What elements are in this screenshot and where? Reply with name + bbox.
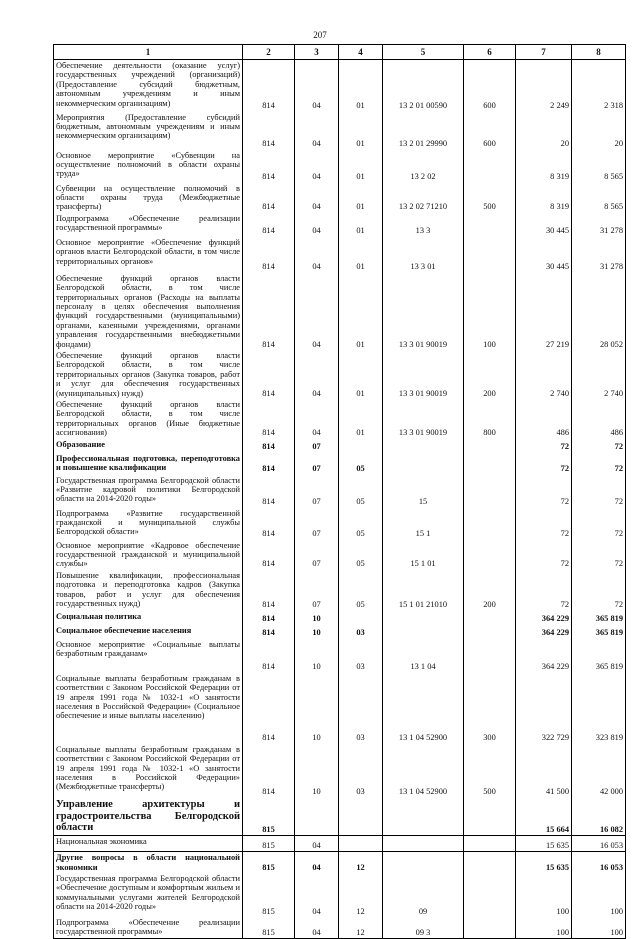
header-col-6: 6 — [464, 45, 516, 60]
table-body — [54, 60, 626, 939]
header-col-3: 3 — [295, 45, 339, 60]
table-row — [54, 453, 626, 475]
row-ministry: 815 — [243, 798, 295, 836]
row-subsection: 03 — [339, 639, 383, 673]
row-expense-type — [464, 475, 516, 508]
table-row — [54, 917, 626, 939]
row-expense-type — [464, 508, 516, 540]
row-amount-8: 72 — [572, 439, 626, 453]
row-name: Основное мероприятие «Обеспечение функций органов власти Белгородской области, в том числе территориальных органов» — [54, 237, 243, 273]
row-section: 07 — [295, 453, 339, 475]
row-ministry: 814 — [243, 273, 295, 350]
row-subsection: 05 — [339, 540, 383, 570]
row-amount-7: 364 229 — [516, 639, 572, 673]
table-row — [54, 673, 626, 744]
row-subsection: 01 — [339, 273, 383, 350]
row-section: 07 — [295, 508, 339, 540]
row-amount-8: 2 740 — [572, 350, 626, 399]
header-col-1: 1 — [54, 45, 243, 60]
row-amount-8: 28 052 — [572, 273, 626, 350]
row-section: 10 — [295, 625, 339, 639]
row-section: 04 — [295, 213, 339, 237]
row-target-code — [383, 453, 464, 475]
row-name: Подпрограмма «Развитие государственной гражданской и муниципальной службы Белгородской области» — [54, 508, 243, 540]
row-name: Социальные выплаты безработным гражданам в соответствии с Законом Российской Федерации от 19 апреля 1991 года № 1032-1 «О занятости населения в Российской Федерации» (Социальное обеспечение и иные выплаты населению) — [54, 673, 243, 744]
row-section: 07 — [295, 540, 339, 570]
row-ministry: 814 — [243, 237, 295, 273]
header-col-7: 7 — [516, 45, 572, 60]
row-expense-type: 800 — [464, 399, 516, 439]
header-col-5: 5 — [383, 45, 464, 60]
row-section — [295, 798, 339, 836]
row-ministry: 814 — [243, 570, 295, 611]
row-subsection: 12 — [339, 873, 383, 917]
row-section: 04 — [295, 183, 339, 213]
row-expense-type — [464, 453, 516, 475]
row-section: 04 — [295, 237, 339, 273]
row-ministry: 814 — [243, 639, 295, 673]
row-amount-7: 8 319 — [516, 150, 572, 183]
row-name: Социальное обеспечение населения — [54, 625, 243, 639]
table-row — [54, 570, 626, 611]
row-amount-7: 8 319 — [516, 183, 572, 213]
table-row — [54, 798, 626, 836]
row-name: Подпрограмма «Обеспечение реализации государственной программы» — [54, 213, 243, 237]
row-amount-8: 72 — [572, 540, 626, 570]
table-row — [54, 508, 626, 540]
row-target-code: 13 1 04 52900 — [383, 744, 464, 798]
table-row — [54, 150, 626, 183]
row-ministry: 814 — [243, 453, 295, 475]
row-amount-8: 31 278 — [572, 213, 626, 237]
row-amount-7: 27 219 — [516, 273, 572, 350]
row-ministry: 814 — [243, 625, 295, 639]
table-row — [54, 60, 626, 112]
row-target-code — [383, 625, 464, 639]
row-target-code: 13 1 04 52900 — [383, 673, 464, 744]
row-section: 04 — [295, 350, 339, 399]
row-subsection: 12 — [339, 852, 383, 873]
row-ministry: 814 — [243, 213, 295, 237]
table-row — [54, 873, 626, 917]
table-row — [54, 639, 626, 673]
row-section: 04 — [295, 399, 339, 439]
row-section: 10 — [295, 639, 339, 673]
row-name: Обеспечение функций органов власти Белгородской области, в том числе территориальных органов (Иные бюджетные ассигнования) — [54, 399, 243, 439]
row-ministry: 814 — [243, 112, 295, 150]
row-expense-type — [464, 150, 516, 183]
row-name: Обеспечение деятельности (оказание услуг) государственных учреждений (организаций) (Предоставление субсидий бюджетным, автономным учреждениям и иным некоммерческим организациям) — [54, 60, 243, 112]
row-target-code: 15 — [383, 475, 464, 508]
row-name: Подпрограмма «Обеспечение реализации государственной программы» — [54, 917, 243, 939]
row-amount-8: 365 819 — [572, 611, 626, 625]
row-subsection: 12 — [339, 917, 383, 939]
row-expense-type — [464, 917, 516, 939]
table-row — [54, 399, 626, 439]
row-amount-8: 8 565 — [572, 150, 626, 183]
row-ministry: 814 — [243, 399, 295, 439]
table-row — [54, 625, 626, 639]
row-expense-type — [464, 798, 516, 836]
row-target-code — [383, 439, 464, 453]
row-amount-8: 72 — [572, 475, 626, 508]
row-name: Социальные выплаты безработным гражданам в соответствии с Законом Российской Федерации от 19 апреля 1991 года № 1032-1 «О занятости населения в Российской Федерации» (Межбюджетные трансферты) — [54, 744, 243, 798]
row-ministry: 814 — [243, 350, 295, 399]
row-amount-8: 2 318 — [572, 60, 626, 112]
row-amount-7: 15 635 — [516, 852, 572, 873]
row-subsection: 01 — [339, 112, 383, 150]
table-row — [54, 836, 626, 852]
row-target-code: 09 3 — [383, 917, 464, 939]
row-name: Мероприятия (Предоставление субсидий бюджетным, автономным учреждениям и иным некоммерческим организациям) — [54, 112, 243, 150]
row-amount-8: 486 — [572, 399, 626, 439]
table-row — [54, 475, 626, 508]
row-expense-type: 500 — [464, 183, 516, 213]
row-subsection — [339, 611, 383, 625]
row-name: Другие вопросы в области национальной экономики — [54, 852, 243, 873]
row-target-code: 13 2 02 — [383, 150, 464, 183]
row-expense-type — [464, 237, 516, 273]
header-col-4: 4 — [339, 45, 383, 60]
row-amount-7: 72 — [516, 453, 572, 475]
row-expense-type — [464, 873, 516, 917]
row-name: Управление архитектуры и градостроительства Белгородской области — [54, 798, 243, 836]
row-amount-8: 16 053 — [572, 836, 626, 852]
row-subsection: 01 — [339, 399, 383, 439]
row-subsection: 03 — [339, 673, 383, 744]
row-target-code: 13 3 01 90019 — [383, 273, 464, 350]
page-number: 207 — [313, 30, 327, 40]
row-ministry: 815 — [243, 852, 295, 873]
row-subsection: 01 — [339, 150, 383, 183]
row-name: Социальная политика — [54, 611, 243, 625]
row-amount-8: 323 819 — [572, 673, 626, 744]
row-amount-8: 72 — [572, 570, 626, 611]
row-ministry: 815 — [243, 917, 295, 939]
row-amount-8: 365 819 — [572, 639, 626, 673]
row-target-code: 15 1 01 — [383, 540, 464, 570]
row-subsection: 01 — [339, 237, 383, 273]
row-section: 10 — [295, 611, 339, 625]
table-row — [54, 540, 626, 570]
row-target-code — [383, 611, 464, 625]
row-amount-8: 31 278 — [572, 237, 626, 273]
row-target-code — [383, 836, 464, 852]
table-row — [54, 852, 626, 873]
table-row — [54, 183, 626, 213]
row-section: 04 — [295, 852, 339, 873]
row-name: Повышение квалификации, профессиональная подготовка и переподготовка кадров (Закупка товаров, работ и услуг для обеспечения государственных нужд) — [54, 570, 243, 611]
row-expense-type — [464, 639, 516, 673]
row-section: 10 — [295, 744, 339, 798]
row-section: 07 — [295, 439, 339, 453]
row-amount-8: 100 — [572, 873, 626, 917]
row-target-code: 13 3 — [383, 213, 464, 237]
row-amount-7: 15 635 — [516, 836, 572, 852]
row-expense-type: 100 — [464, 273, 516, 350]
row-amount-8: 16 082 — [572, 798, 626, 836]
row-amount-7: 72 — [516, 475, 572, 508]
row-subsection — [339, 798, 383, 836]
table-row — [54, 350, 626, 399]
row-target-code: 13 3 01 90019 — [383, 350, 464, 399]
table-row — [54, 213, 626, 237]
row-expense-type: 300 — [464, 673, 516, 744]
budget-table — [53, 44, 626, 939]
table-row — [54, 611, 626, 625]
row-expense-type: 600 — [464, 112, 516, 150]
row-ministry: 814 — [243, 475, 295, 508]
row-subsection: 01 — [339, 213, 383, 237]
row-amount-7: 2 249 — [516, 60, 572, 112]
table-row — [54, 112, 626, 150]
row-ministry: 814 — [243, 744, 295, 798]
row-name: Профессиональная подготовка, переподготовка и повышение квалификации — [54, 453, 243, 475]
row-target-code: 13 3 01 90019 — [383, 399, 464, 439]
row-amount-7: 72 — [516, 570, 572, 611]
row-target-code: 15 1 01 21010 — [383, 570, 464, 611]
row-amount-7: 15 664 — [516, 798, 572, 836]
row-amount-8: 365 819 — [572, 625, 626, 639]
row-amount-8: 20 — [572, 112, 626, 150]
row-amount-7: 100 — [516, 873, 572, 917]
row-target-code: 15 1 — [383, 508, 464, 540]
row-target-code: 13 2 02 71210 — [383, 183, 464, 213]
row-name: Обеспечение функций органов власти Белгородской области, в том числе территориальных органов (Закупка товаров, работ и услуг для обеспечения государственных (муниципальных) нужд) — [54, 350, 243, 399]
row-amount-7: 41 500 — [516, 744, 572, 798]
row-subsection: 05 — [339, 570, 383, 611]
row-amount-8: 42 000 — [572, 744, 626, 798]
row-target-code: 13 2 01 00590 — [383, 60, 464, 112]
row-section: 04 — [295, 60, 339, 112]
row-section: 04 — [295, 873, 339, 917]
row-subsection — [339, 439, 383, 453]
row-expense-type — [464, 439, 516, 453]
row-ministry: 814 — [243, 150, 295, 183]
row-target-code — [383, 798, 464, 836]
row-ministry: 814 — [243, 183, 295, 213]
row-name: Субвенции на осуществление полномочий в области охраны труда (Межбюджетные трансферты) — [54, 183, 243, 213]
row-amount-7: 486 — [516, 399, 572, 439]
row-name: Обеспечение функций органов власти Белгородской области, в том числе территориальных органов (Расходы на выплаты персоналу в целях обеспечения выполнения функций государственными (муниципальными) органами, казенными учреждениями, органами управления государственными внебюджетными фондами) — [54, 273, 243, 350]
table-row — [54, 237, 626, 273]
row-amount-7: 30 445 — [516, 237, 572, 273]
row-subsection: 05 — [339, 508, 383, 540]
row-ministry: 815 — [243, 873, 295, 917]
row-amount-7: 100 — [516, 917, 572, 939]
row-expense-type — [464, 213, 516, 237]
row-expense-type — [464, 836, 516, 852]
row-subsection: 03 — [339, 744, 383, 798]
row-amount-8: 8 565 — [572, 183, 626, 213]
row-subsection: 05 — [339, 453, 383, 475]
row-target-code: 13 3 01 — [383, 237, 464, 273]
row-section: 10 — [295, 673, 339, 744]
row-amount-7: 72 — [516, 439, 572, 453]
row-expense-type: 200 — [464, 570, 516, 611]
row-ministry: 814 — [243, 673, 295, 744]
table-row — [54, 273, 626, 350]
row-target-code — [383, 852, 464, 873]
row-name: Государственная программа Белгородской области «Развитие кадровой политики Белгородской области на 2014-2020 годы» — [54, 475, 243, 508]
row-name: Основное мероприятие «Социальные выплаты безработным гражданам» — [54, 639, 243, 673]
row-section: 04 — [295, 836, 339, 852]
row-expense-type: 500 — [464, 744, 516, 798]
row-amount-7: 322 729 — [516, 673, 572, 744]
row-ministry: 814 — [243, 60, 295, 112]
row-amount-7: 30 445 — [516, 213, 572, 237]
row-section: 04 — [295, 112, 339, 150]
row-expense-type — [464, 852, 516, 873]
row-target-code: 13 1 04 — [383, 639, 464, 673]
header-col-2: 2 — [243, 45, 295, 60]
header-col-8: 8 — [572, 45, 626, 60]
row-name: Национальная экономика — [54, 836, 243, 852]
row-ministry: 814 — [243, 439, 295, 453]
row-subsection: 01 — [339, 183, 383, 213]
row-amount-7: 72 — [516, 540, 572, 570]
row-expense-type — [464, 611, 516, 625]
row-ministry: 814 — [243, 611, 295, 625]
row-amount-8: 16 053 — [572, 852, 626, 873]
row-amount-7: 2 740 — [516, 350, 572, 399]
row-expense-type — [464, 625, 516, 639]
row-expense-type — [464, 540, 516, 570]
row-subsection — [339, 836, 383, 852]
row-amount-7: 364 229 — [516, 625, 572, 639]
row-subsection: 01 — [339, 60, 383, 112]
row-section: 04 — [295, 273, 339, 350]
row-section: 07 — [295, 570, 339, 611]
row-target-code: 13 2 01 29990 — [383, 112, 464, 150]
row-name: Основное мероприятие «Кадровое обеспечение государственной гражданской и муниципальной службы» — [54, 540, 243, 570]
row-section: 07 — [295, 475, 339, 508]
row-name: Основное мероприятие «Субвенции на осуществление полномочий в области охраны труда» — [54, 150, 243, 183]
row-section: 04 — [295, 917, 339, 939]
row-amount-7: 20 — [516, 112, 572, 150]
table-header-row — [54, 45, 626, 60]
row-subsection: 01 — [339, 350, 383, 399]
row-ministry: 815 — [243, 836, 295, 852]
row-subsection: 05 — [339, 475, 383, 508]
row-target-code: 09 — [383, 873, 464, 917]
row-amount-8: 100 — [572, 917, 626, 939]
row-section: 04 — [295, 150, 339, 183]
row-name: Государственная программа Белгородской области «Обеспечение доступным и комфортным жильем и коммунальными услугами жителей Белгородской области на 2014-2020 годы» — [54, 873, 243, 917]
row-amount-8: 72 — [572, 508, 626, 540]
row-expense-type: 200 — [464, 350, 516, 399]
row-amount-8: 72 — [572, 453, 626, 475]
table-row — [54, 439, 626, 453]
row-amount-7: 72 — [516, 508, 572, 540]
row-expense-type: 600 — [464, 60, 516, 112]
table-row — [54, 744, 626, 798]
row-amount-7: 364 229 — [516, 611, 572, 625]
row-ministry: 814 — [243, 508, 295, 540]
row-name: Образование — [54, 439, 243, 453]
row-subsection: 03 — [339, 625, 383, 639]
row-ministry: 814 — [243, 540, 295, 570]
